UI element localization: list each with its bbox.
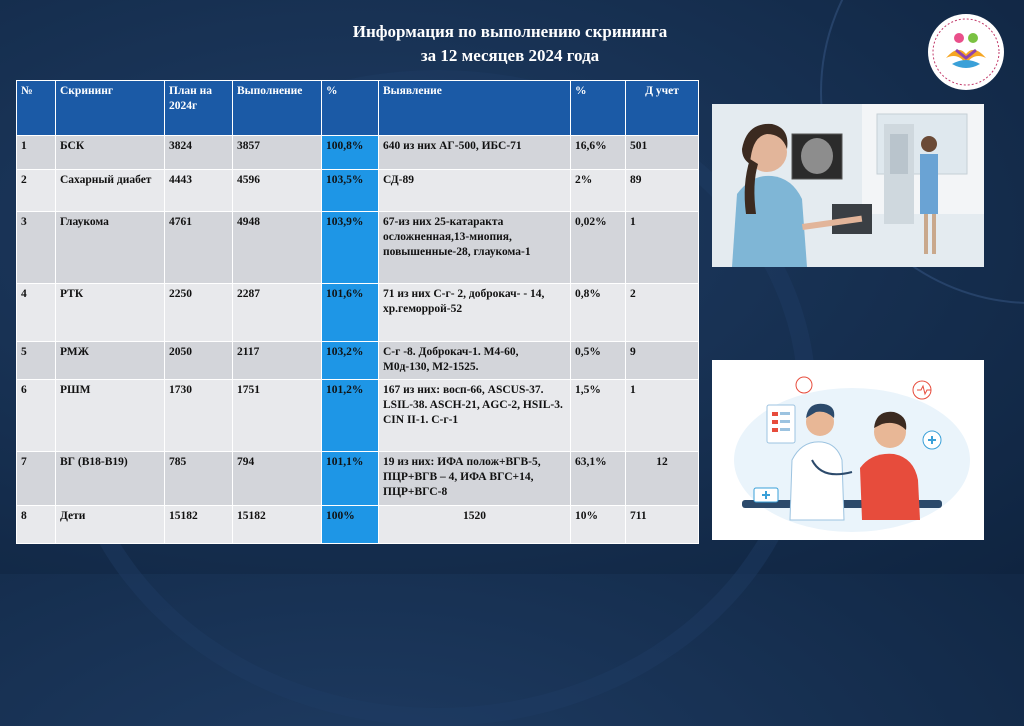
cell-found: 167 из них: восп-66, ASCUS-37. LSIL-38. ASCH-21, AGC-2, HSIL-3. CIN II-1. С-г-1 <box>379 380 571 452</box>
cell-name: ВГ (В18-В19) <box>56 452 165 506</box>
cell-disp: 89 <box>626 170 699 212</box>
cell-percent-found: 2% <box>571 170 626 212</box>
cell-name: Дети <box>56 506 165 544</box>
header-plan: План на 2024г <box>165 81 233 136</box>
cell-percent: 101,1% <box>322 452 379 506</box>
header-percent: % <box>322 81 379 136</box>
cell-percent: 103,9% <box>322 212 379 284</box>
cell-percent-found: 0,02% <box>571 212 626 284</box>
cell-number: 1 <box>17 136 56 170</box>
cell-percent-found: 16,6% <box>571 136 626 170</box>
cell-plan: 2250 <box>165 284 233 342</box>
cell-percent: 103,2% <box>322 342 379 380</box>
table-row <box>17 342 699 380</box>
table-row <box>17 136 699 170</box>
table-header-row <box>17 81 699 136</box>
cell-number: 8 <box>17 506 56 544</box>
header-disp: Д учет <box>626 81 699 136</box>
title-line-1: Информация по выполнению скрининга <box>352 22 668 41</box>
cell-plan: 2050 <box>165 342 233 380</box>
cell-done: 2117 <box>233 342 322 380</box>
cell-done: 794 <box>233 452 322 506</box>
cell-disp: 9 <box>626 342 699 380</box>
header-found: Выявление <box>379 81 571 136</box>
cell-percent-found: 63,1% <box>571 452 626 506</box>
cell-found: 640 из них АГ-500, ИБС-71 <box>379 136 571 170</box>
cell-done: 15182 <box>233 506 322 544</box>
cell-disp: 501 <box>626 136 699 170</box>
cell-plan: 4761 <box>165 212 233 284</box>
cell-number: 4 <box>17 284 56 342</box>
cell-found: 1520 <box>379 506 571 544</box>
cell-name: Глаукома <box>56 212 165 284</box>
cell-done: 3857 <box>233 136 322 170</box>
cell-found: 71 из них С-г- 2, доброкач- - 14, хр.геморрой-52 <box>379 284 571 342</box>
cell-disp: 1 <box>626 380 699 452</box>
cell-done: 4948 <box>233 212 322 284</box>
cell-done: 2287 <box>233 284 322 342</box>
cell-disp: 12 <box>626 452 699 506</box>
cell-plan: 3824 <box>165 136 233 170</box>
cell-disp: 2 <box>626 284 699 342</box>
cell-name: РТК <box>56 284 165 342</box>
cell-percent-found: 0,8% <box>571 284 626 342</box>
cell-name: БСК <box>56 136 165 170</box>
cell-plan: 1730 <box>165 380 233 452</box>
cell-found: СД-89 <box>379 170 571 212</box>
cell-percent: 103,5% <box>322 170 379 212</box>
table-row <box>17 284 699 342</box>
cell-done: 1751 <box>233 380 322 452</box>
cell-number: 5 <box>17 342 56 380</box>
doctor-illustration <box>712 360 984 540</box>
header-screening: Скрининг <box>56 81 165 136</box>
cell-percent-found: 1,5% <box>571 380 626 452</box>
cell-number: 6 <box>17 380 56 452</box>
cell-percent: 100,8% <box>322 136 379 170</box>
cell-name: РМЖ <box>56 342 165 380</box>
cell-found: С-г -8. Доброкач-1. М4-60, М0д-130, М2-1525. <box>379 342 571 380</box>
cell-disp: 711 <box>626 506 699 544</box>
cell-plan: 4443 <box>165 170 233 212</box>
cell-percent-found: 10% <box>571 506 626 544</box>
table-row <box>17 212 699 284</box>
cell-percent-found: 0,5% <box>571 342 626 380</box>
title-line-2: за 12 месяцев 2024 года <box>420 46 600 65</box>
cell-found: 19 из них: ИФА полож+ВГВ-5, ПЦР+ВГВ – 4, ИФА ВГС+14, ПЦР+ВГС-8 <box>379 452 571 506</box>
cell-percent: 101,6% <box>322 284 379 342</box>
cell-number: 7 <box>17 452 56 506</box>
cell-disp: 1 <box>626 212 699 284</box>
cell-plan: 15182 <box>165 506 233 544</box>
cell-number: 2 <box>17 170 56 212</box>
header-percent-found: % <box>571 81 626 136</box>
table-row <box>17 506 699 544</box>
cell-number: 3 <box>17 212 56 284</box>
cell-name: Сахарный диабет <box>56 170 165 212</box>
mammography-photo <box>712 104 984 267</box>
cell-found: 67-из них 25-катаракта осложненная,13-миопия, повышенные-28, глаукома-1 <box>379 212 571 284</box>
screening-table <box>16 80 699 544</box>
cell-plan: 785 <box>165 452 233 506</box>
header-number: № <box>17 81 56 136</box>
logo <box>928 14 1004 90</box>
cell-percent: 101,2% <box>322 380 379 452</box>
cell-done: 4596 <box>233 170 322 212</box>
page-title <box>260 20 760 68</box>
header-done: Выполнение <box>233 81 322 136</box>
cell-percent: 100% <box>322 506 379 544</box>
table-row <box>17 380 699 452</box>
cell-name: РШМ <box>56 380 165 452</box>
table-row <box>17 452 699 506</box>
table-row <box>17 170 699 212</box>
